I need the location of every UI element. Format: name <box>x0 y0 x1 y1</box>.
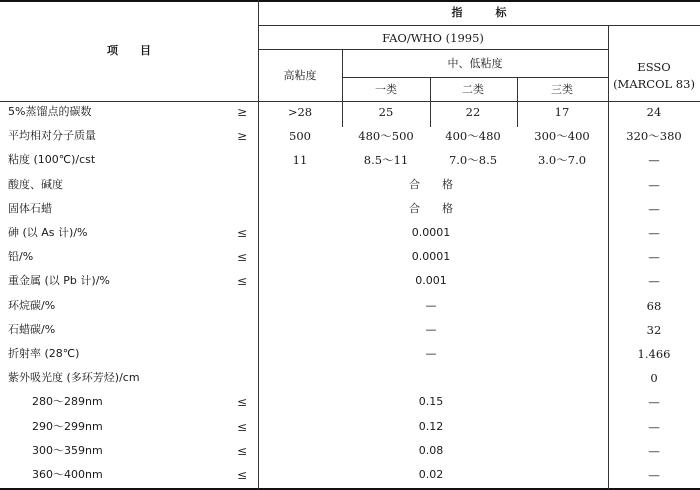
row-operator: ≥ <box>236 105 248 119</box>
row-label: 粘度 (100℃)/cst <box>8 153 96 166</box>
row-operator: ≤ <box>236 274 248 288</box>
header-bottom-rule <box>0 101 700 102</box>
row-value-merged: 0.12 <box>418 420 444 433</box>
header-rule-3 <box>342 77 608 78</box>
row-label: 360～400nm <box>32 468 103 481</box>
row-label: 重金属 (以 Pb 计)/% <box>8 274 110 287</box>
row-value-merged: 合 格 <box>409 202 453 215</box>
header-class-1: 一类 <box>375 83 397 96</box>
row-value-merged: 0.0001 <box>411 250 451 263</box>
table-top-rule <box>0 0 700 2</box>
header-item: 项 目 <box>107 44 151 57</box>
row-value-class1: 480～500 <box>358 129 414 143</box>
header-fao: FAO/WHO (1995) <box>382 31 484 45</box>
row-value-esso: — <box>648 444 660 458</box>
row-label: 280～289nm <box>32 395 103 408</box>
row-operator: ≤ <box>236 420 248 434</box>
row-label: 折射率 (28℃) <box>8 347 80 360</box>
row-operator: ≤ <box>236 250 248 264</box>
row-label: 砷 (以 As 计)/% <box>8 226 88 239</box>
column-divider-class1 <box>430 78 431 127</box>
row-operator: ≤ <box>236 226 248 240</box>
row-value-merged: — <box>425 323 437 336</box>
row-value-high: >28 <box>287 105 313 119</box>
row-value-esso: — <box>648 274 660 288</box>
row-value-class1: 8.5～11 <box>363 153 409 167</box>
row-value-merged: 0.001 <box>415 274 447 287</box>
header-rule-2 <box>258 49 608 50</box>
row-value-esso: 320～380 <box>626 129 682 143</box>
row-operator: ≤ <box>236 444 248 458</box>
row-value-merged: 0.15 <box>418 395 444 408</box>
row-value-merged: 0.02 <box>418 468 444 481</box>
row-label: 290～299nm <box>32 420 103 433</box>
row-value-esso: — <box>648 153 660 167</box>
header-esso: ESSO <box>637 60 671 74</box>
header-mid-low-viscosity: 中、低粘度 <box>447 57 503 70</box>
row-value-class3: 300～400 <box>534 129 590 143</box>
row-label: 平均相对分子质量 <box>8 129 96 142</box>
row-value-esso: — <box>648 468 660 482</box>
header-rule-1 <box>258 25 700 26</box>
row-value-merged: 0.0001 <box>411 226 451 239</box>
header-class-2: 二类 <box>462 83 484 96</box>
row-value-esso: — <box>648 420 660 434</box>
row-value-esso: — <box>648 395 660 409</box>
row-value-esso: — <box>648 250 660 264</box>
row-value-esso: 1.466 <box>637 347 671 361</box>
row-label: 铅/% <box>8 250 34 263</box>
row-operator: ≤ <box>236 468 248 482</box>
row-value-high: 500 <box>289 129 311 143</box>
row-value-merged: 合 格 <box>409 178 453 191</box>
row-value-class2: 22 <box>465 105 481 119</box>
column-divider-high <box>342 50 343 127</box>
row-label: 紫外吸光度 (多环芳烃)/cm <box>8 371 140 384</box>
row-value-esso: 68 <box>646 299 662 313</box>
row-label: 酸度、碱度 <box>8 178 63 191</box>
row-label: 环烷碳/% <box>8 299 56 312</box>
row-value-merged: 0.08 <box>418 444 444 457</box>
row-operator: ≥ <box>236 129 248 143</box>
row-label: 固体石蜡 <box>8 202 52 215</box>
header-esso-grade: (MARCOL 83) <box>613 77 695 91</box>
column-divider-item <box>258 0 259 489</box>
row-value-merged: — <box>425 347 437 360</box>
row-value-class2: 7.0～8.5 <box>448 153 498 167</box>
row-value-esso: — <box>648 202 660 216</box>
row-label: 5%蒸馏点的碳数 <box>8 105 92 118</box>
row-label: 300～359nm <box>32 444 103 457</box>
row-value-class2: 400～480 <box>445 129 501 143</box>
row-value-esso: — <box>648 178 660 192</box>
row-value-class3: 17 <box>554 105 570 119</box>
header-high-viscosity: 高粘度 <box>283 69 317 82</box>
header-class-3: 三类 <box>551 83 573 96</box>
row-value-high: 11 <box>292 153 308 167</box>
header-indicator: 指 标 <box>451 6 507 19</box>
row-value-merged: — <box>425 299 437 312</box>
row-value-esso: 32 <box>646 323 662 337</box>
row-value-esso: — <box>648 226 660 240</box>
row-operator: ≤ <box>236 395 248 409</box>
row-label: 石蜡碳/% <box>8 323 56 336</box>
column-divider-class2 <box>517 78 518 127</box>
row-value-class1: 25 <box>378 105 394 119</box>
column-divider-esso <box>608 26 609 489</box>
row-value-class3: 3.0～7.0 <box>537 153 587 167</box>
row-value-esso: 24 <box>646 105 662 119</box>
row-value-esso: 0 <box>650 371 658 385</box>
